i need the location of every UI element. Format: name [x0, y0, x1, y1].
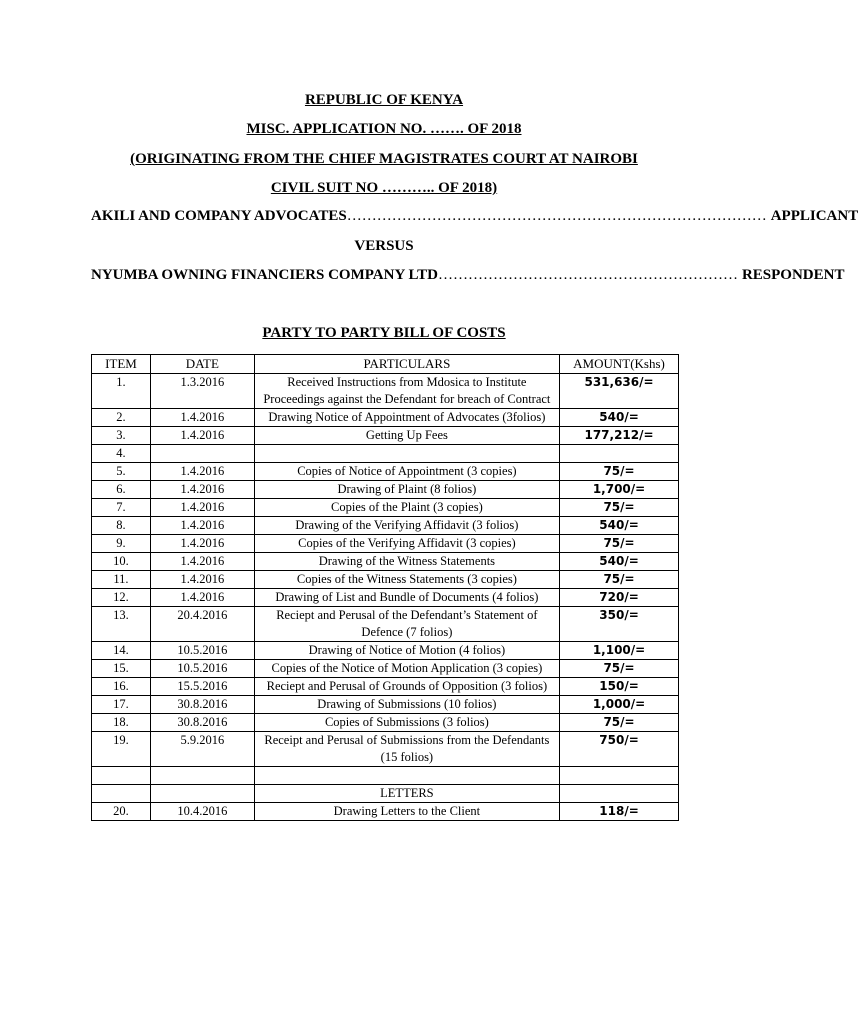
cell-amount: 540/=	[560, 517, 679, 535]
table-row	[92, 374, 679, 409]
applicant-role: APPLICANT	[770, 208, 858, 224]
versus-label: VERSUS	[354, 238, 414, 254]
cell-amount: 350/=	[560, 607, 679, 642]
cell-item: 8.	[92, 517, 151, 535]
cell-amount: 1,000/=	[560, 696, 679, 714]
cell-date: 10.5.2016	[150, 660, 254, 678]
table-row	[92, 535, 679, 553]
cell-particulars	[254, 445, 559, 463]
respondent-role: RESPONDENT	[741, 267, 845, 283]
table-row	[92, 660, 679, 678]
cell-particulars: Drawing Notice of Appointment of Advocates (3folios)	[254, 409, 559, 427]
cell-item	[92, 785, 151, 803]
cell-date: 30.8.2016	[150, 696, 254, 714]
cell-date: 10.5.2016	[150, 642, 254, 660]
table-row	[92, 463, 679, 481]
cell-amount: 75/=	[560, 535, 679, 553]
cell-date: 1.4.2016	[150, 589, 254, 607]
cell-amount	[560, 785, 679, 803]
table-header-row	[92, 355, 679, 374]
header-particulars: PARTICULARS	[254, 355, 559, 374]
cell-item: 10.	[92, 553, 151, 571]
cell-particulars: Drawing of List and Bundle of Documents (4 folios)	[254, 589, 559, 607]
heading-originating-court: (ORIGINATING FROM THE CHIEF MAGISTRATES COURT AT NAIROBI	[130, 151, 638, 167]
table-row	[92, 803, 679, 821]
applicant-name: AKILI AND COMPANY ADVOCATES	[91, 208, 347, 224]
table-row	[92, 696, 679, 714]
table-row	[92, 642, 679, 660]
cell-particulars: Drawing of Plaint (8 folios)	[254, 481, 559, 499]
cell-particulars: Drawing of the Witness Statements	[254, 553, 559, 571]
cell-date: 1.4.2016	[150, 427, 254, 445]
applicant-line	[91, 208, 858, 225]
cell-item: 19.	[92, 732, 151, 767]
table-row	[92, 785, 679, 803]
bill-of-costs-table	[91, 354, 679, 821]
cell-particulars	[254, 767, 559, 785]
cell-particulars: Copies of the Verifying Affidavit (3 copies)	[254, 535, 559, 553]
table-row	[92, 714, 679, 732]
cell-particulars: Drawing of Notice of Motion (4 folios)	[254, 642, 559, 660]
bill-title: PARTY TO PARTY BILL OF COSTS	[262, 325, 506, 341]
cell-date: 1.4.2016	[150, 535, 254, 553]
respondent-line	[91, 267, 845, 284]
cell-particulars: LETTERS	[254, 785, 559, 803]
cell-amount	[560, 767, 679, 785]
cell-date	[150, 445, 254, 463]
table-row	[92, 481, 679, 499]
cell-particulars: Copies of Notice of Appointment (3 copies)	[254, 463, 559, 481]
cell-particulars: Receipt and Perusal of Submissions from the Defendants (15 folios)	[254, 732, 559, 767]
cell-item: 7.	[92, 499, 151, 517]
cell-particulars: Copies of the Witness Statements (3 copies)	[254, 571, 559, 589]
cell-date: 10.4.2016	[150, 803, 254, 821]
cell-amount: 75/=	[560, 499, 679, 517]
respondent-name: NYUMBA OWNING FINANCIERS COMPANY LTD	[91, 267, 438, 283]
respondent-dots: ……………………………………………………	[437, 267, 738, 283]
cell-item: 18.	[92, 714, 151, 732]
cell-amount: 531,636/=	[560, 374, 679, 409]
cell-item: 13.	[92, 607, 151, 642]
cell-amount: 177,212/=	[560, 427, 679, 445]
cell-amount: 540/=	[560, 553, 679, 571]
cell-amount: 75/=	[560, 714, 679, 732]
cell-item: 4.	[92, 445, 151, 463]
cell-item: 2.	[92, 409, 151, 427]
cell-date	[150, 767, 254, 785]
table-row	[92, 499, 679, 517]
cell-date: 15.5.2016	[150, 678, 254, 696]
cell-item: 11.	[92, 571, 151, 589]
cell-particulars: Reciept and Perusal of the Defendant’s Statement of Defence (7 folios)	[254, 607, 559, 642]
cell-date: 20.4.2016	[150, 607, 254, 642]
cell-item: 1.	[92, 374, 151, 409]
table-row	[92, 553, 679, 571]
table-row	[92, 732, 679, 767]
heading-civil-suit: CIVIL SUIT NO ……….. OF 2018)	[270, 180, 498, 196]
table-row	[92, 678, 679, 696]
cell-item: 3.	[92, 427, 151, 445]
header-item: ITEM	[92, 355, 151, 374]
table-body	[92, 374, 679, 821]
cell-particulars: Reciept and Perusal of Grounds of Opposition (3 folios)	[254, 678, 559, 696]
table-row	[92, 445, 679, 463]
cell-amount: 150/=	[560, 678, 679, 696]
cell-amount: 750/=	[560, 732, 679, 767]
cell-date: 1.3.2016	[150, 374, 254, 409]
cell-item	[92, 767, 151, 785]
table-row	[92, 589, 679, 607]
cell-date	[150, 785, 254, 803]
cell-amount	[560, 445, 679, 463]
cell-particulars: Copies of the Notice of Motion Application (3 copies)	[254, 660, 559, 678]
cell-item: 16.	[92, 678, 151, 696]
table-row	[92, 427, 679, 445]
cell-date: 1.4.2016	[150, 463, 254, 481]
cell-particulars: Received Instructions from Mdosica to Institute Proceedings against the Defendant for breach of Contract	[254, 374, 559, 409]
cell-amount: 720/=	[560, 589, 679, 607]
header-amount: AMOUNT(Kshs)	[560, 355, 679, 374]
cell-date: 1.4.2016	[150, 409, 254, 427]
table-row	[92, 571, 679, 589]
cell-amount: 1,100/=	[560, 642, 679, 660]
table-row	[92, 607, 679, 642]
cell-amount: 75/=	[560, 463, 679, 481]
cell-amount: 75/=	[560, 571, 679, 589]
applicant-dots: …………………………………………………………………………	[346, 208, 767, 224]
cell-particulars: Copies of the Plaint (3 copies)	[254, 499, 559, 517]
header-date: DATE	[150, 355, 254, 374]
cell-date: 1.4.2016	[150, 571, 254, 589]
table-row	[92, 409, 679, 427]
cell-date: 1.4.2016	[150, 517, 254, 535]
table-row	[92, 517, 679, 535]
cell-amount: 1,700/=	[560, 481, 679, 499]
cell-item: 5.	[92, 463, 151, 481]
cell-amount: 118/=	[560, 803, 679, 821]
heading-republic: REPUBLIC OF KENYA	[304, 92, 464, 108]
cell-amount: 75/=	[560, 660, 679, 678]
cell-item: 17.	[92, 696, 151, 714]
cell-particulars: Copies of Submissions (3 folios)	[254, 714, 559, 732]
cell-item: 14.	[92, 642, 151, 660]
cell-particulars: Getting Up Fees	[254, 427, 559, 445]
cell-amount: 540/=	[560, 409, 679, 427]
cell-particulars: Drawing of the Verifying Affidavit (3 folios)	[254, 517, 559, 535]
heading-misc-application: MISC. APPLICATION NO. ……. OF 2018	[246, 121, 522, 137]
cell-date: 1.4.2016	[150, 553, 254, 571]
cell-item: 15.	[92, 660, 151, 678]
cell-particulars: Drawing of Submissions (10 folios)	[254, 696, 559, 714]
cell-date: 1.4.2016	[150, 499, 254, 517]
cell-date: 5.9.2016	[150, 732, 254, 767]
cell-item: 6.	[92, 481, 151, 499]
table-row	[92, 767, 679, 785]
cell-date: 30.8.2016	[150, 714, 254, 732]
cell-date: 1.4.2016	[150, 481, 254, 499]
cell-item: 12.	[92, 589, 151, 607]
cell-item: 20.	[92, 803, 151, 821]
cell-particulars: Drawing Letters to the Client	[254, 803, 559, 821]
cell-item: 9.	[92, 535, 151, 553]
